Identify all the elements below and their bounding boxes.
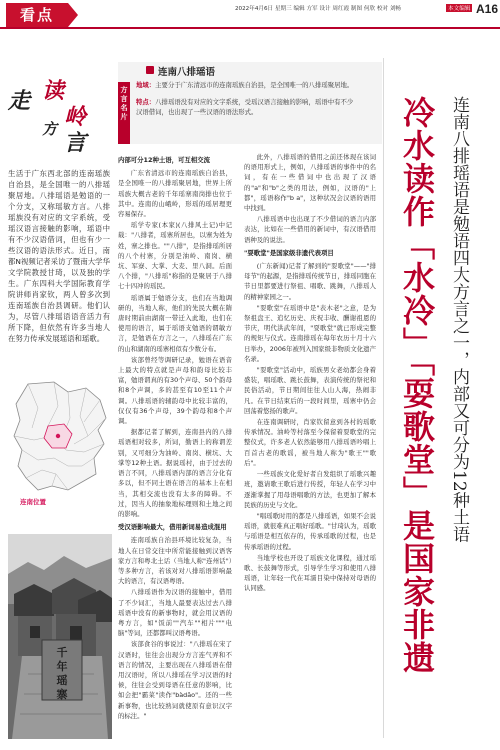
article-paragraph: 八排瑶语作为汉语的接触中，借用了不少词汇，当地人最要表达过去八排瑶语中没有的新事物时，就会用汉语的粤方言，如"饭前""汽车""相片"""电脑"等词，还都都叫汉语粤语。 bbox=[118, 588, 232, 638]
feature-logo-char: 方 bbox=[42, 120, 58, 138]
article-paragraph: 瑶学专家(本家)(八排风土记)中记载："八排者，瑶寨所居也，以寨为姓为姓，寨之排也。""八排"，是指排瑶所居的八个村寨，分别是油岭、南岗、横坑、军寮、大掌、大麦、里八洞。后面八个排，"八排瑶"称指的是聚居于八排七十四冲的瑶民。 bbox=[118, 221, 232, 291]
feature-logo-char: 读 bbox=[42, 78, 65, 104]
info-box-label: 地域： bbox=[136, 81, 156, 89]
info-box-tag-char: 名 bbox=[120, 104, 128, 112]
info-box-tag bbox=[118, 82, 130, 144]
article-column-a bbox=[118, 152, 232, 722]
page-header bbox=[0, 0, 500, 28]
article-paragraph: 该部食谷的事说过："八排瑶在宋了汉语时，往往会出现分方言连气弄和不语言的情况，主要出现在八排瑶语在借用汉语时，所以八排瑶在学习汉语的时候，往往会受到母语在任意的影响，比如会把"霸菜"读作"bàdāo"。还的一些新事物，也比较熟词就使原有意识汉字的标注。" bbox=[118, 640, 232, 720]
article-paragraph: 瑶语属于勉语分支，也们在当地调研的，当地人称，他们的先民大概在隋唐时期前由湖南一带迁入此地，也们在使用的语言，属于瑶语支勉语的谓敏方言，是勉语在方言之一，八排瑶在广东的山和湖南的瑶寨相似有少数分布。 bbox=[118, 293, 232, 353]
info-box-tag-char: 方 bbox=[120, 86, 128, 94]
svg-text:年: 年 bbox=[56, 660, 68, 673]
article-paragraph: 此外，八排瑶语的借用之前还体现在该词的语用形式上，例如，八排瑶语的事件中的名词，有在一些借词中也出现了汉语的"a"和"b"之类的用法，例如，汉语的"上都"，瑶语称作"b a"，这种状况会汉语的语用中找到。 bbox=[244, 153, 376, 213]
svg-text:瑶: 瑶 bbox=[56, 674, 68, 687]
article-paragraph: 一些瑶族文化爱好者自发组织了瑶歌兴趣班，邀请歌王歌后进行传授，年轻人在学习中逐渐掌握了用母语唱歌的方法，也更加了解本民族的历史与文化。 bbox=[244, 470, 376, 509]
article-subhead: "耍歌堂"是国家级非遗代表项目 bbox=[244, 248, 334, 257]
info-box-text: 八排瑶语没有对应的文字系统，受瑶汉语言接触的影响，瑶语中有不少 bbox=[155, 98, 354, 106]
article-paragraph: 广东省清远市的连南瑶族自治县，是全国唯一的八排瑶聚居地，世界上所瑶族大概古老的千年瑶寨南岗排也位于其中。连南的山峨岭，形瑶的瑶居理更容易保存。 bbox=[118, 169, 232, 219]
page-number: A16 bbox=[476, 2, 499, 16]
article-paragraph: 八排瑶语中也出现了不少借词的语言内部表达，比如在一些借用的新词中，有汉语借用语种及的说法。 bbox=[244, 215, 376, 244]
location-map bbox=[8, 378, 112, 496]
info-box-tag-char: 片 bbox=[120, 113, 128, 121]
date-line: 2022年4月6日 星期三 编辑 方军 设计 周红霞 制图 何欣 校对 刘畅 bbox=[235, 6, 402, 12]
info-box-line bbox=[136, 107, 376, 117]
feature-logo-char: 岭 bbox=[64, 104, 87, 130]
article-paragraph: 该部曾经等调研记录，勉语在语音上最大的特点就是声母和韵母比较丰富，勉语谓真的有30个声母、50个韵母和8个声调，多的甚至有10至11个声调。八排瑶语的辅韵母中比较丰富的，仅仅有36个声母，39个韵母和8个声调。 bbox=[118, 355, 232, 426]
info-box-line bbox=[136, 97, 376, 107]
info-box-tag-char: 言 bbox=[120, 95, 128, 103]
info-box-label: 特点： bbox=[136, 98, 156, 106]
editor-badge: 本文编辑 bbox=[448, 6, 471, 12]
feature-logo bbox=[8, 74, 90, 154]
headline-main: 冷水读作「水冷」「耍歌堂」是国家非遗 bbox=[398, 96, 436, 674]
sign-char: 千 bbox=[56, 646, 68, 659]
feature-logo-char: 走 bbox=[8, 88, 31, 114]
info-box-title: 连南八排瑶语 bbox=[158, 67, 216, 78]
map-graphic bbox=[8, 378, 112, 496]
village-photo-graphic bbox=[8, 534, 112, 739]
feature-logo-char: 言 bbox=[64, 130, 87, 156]
info-box-text: 汉语借词，也出现了一些汉语的语法形式。 bbox=[136, 108, 258, 116]
article-paragraph: 据都记者了解到，连南县内的八排瑶语相对较多，所词，勤语上的称谓差别，又可细分为油岭、南岗、横坑、大掌等12种土语。据说瑶村，由于过去的语言不同，八排瑶语内部的语言分化有多以，但不同土语在语言的基本上在相当，其相交流也没有太多的障碍。不过，因当人的抽象地标理则和土地之间的影响。 bbox=[118, 428, 232, 518]
header-rule bbox=[0, 27, 500, 29]
pin-icon bbox=[146, 66, 154, 74]
article-column-b bbox=[244, 152, 376, 595]
article-paragraph: 连南瑶族自治县环境比较复杂，当地人在日常交往中所常能接触到汉语客家方言和粤北土话（当地人称"连州话"）等多种方言，若该对对八排瑶语影响最大的语言，有汉语粤语。 bbox=[118, 536, 232, 586]
svg-text:寨: 寨 bbox=[56, 688, 68, 701]
article-subhead: 内部可分12种土语，可互相交流 bbox=[118, 156, 210, 164]
map-caption: 连南位置 bbox=[20, 498, 46, 506]
article-paragraph: 在连南调研时，肖家钦留意到各村的瑶歌传承情况。油岭等村落至今保留着耍歌堂的完整仪式，许多老人依然能够用八排瑶语吟唱上百首古老的歌谣，被当地人称为"歌王""歌后"。 bbox=[244, 418, 376, 467]
article-paragraph: "唱瑶歌时用的都是八排瑶语，如果不会说瑶语，就很难真正唱好瑶歌。"甘琦认为，瑶歌与瑶语是相互依存的，传承瑶歌的过程，也是传承瑶语的过程。 bbox=[244, 511, 376, 551]
info-box-line bbox=[136, 80, 376, 90]
village-photo bbox=[8, 534, 112, 739]
article-subhead: 受汉语影响最大，借用新词易造成混用 bbox=[118, 523, 227, 532]
headline-divider bbox=[383, 58, 384, 738]
article-paragraph: (广东新闻)记者了解到的"耍歌堂"——"排母节"的起源，是指排瑶传统节日，排瑶同胞在节日里都要进行祭祖、唱歌、跳舞，八排瑶人的精神家园之一。 bbox=[244, 262, 376, 301]
article-paragraph: "耍歌堂"在瑶语中是"表木老"之意，是为祭祖盘王、追忆历史、庆祝丰收、酬谢祖恩的节庆，明代洪武年间，"耍歌堂"就已形成完整的规矩与仪式。连南排瑶在每年农历十月十六日举办，2006年被列入国家级非物质文化遗产名录。 bbox=[244, 303, 376, 363]
headline-sub: 连南八排瑶语是勉语四大方言之一，内部又可分为12种土语 bbox=[449, 96, 469, 543]
article-paragraph: 当地学校也开设了瑶族文化课程，通过瑶歌、长鼓舞等形式，引导学生学习和使用八排瑶语，让年轻一代在耳濡目染中保持对母语的认同感。 bbox=[244, 553, 376, 593]
section-tag: 看点 bbox=[6, 3, 68, 27]
info-box-text: 主要分于广东清远市的连南瑶族自治县，是全国唯一的八排瑶聚居地。 bbox=[155, 81, 354, 89]
feature-intro: 生活于广东西北部的连南瑶族自治县，是全国唯一的八排瑶聚居地。八排瑶语是勉语的一个分支，又称瑶敏方言。八排瑶族没有对应的文字系统，受瑶汉语言接触的影响，瑶语中有不少汉语借词，但也有少一些汉语的语法形式。近日，南都N视频记者采访了暨南大学华文学院教授甘琦，以及独的学生。广东四科大学国际教育学院讲师肖家钦，两人曾多次到连南瑶族自治县调研。他们认为，尽管八排瑶语语音活力有所下降，但依然有许多当地人在努力传承发展瑶语和瑶歌。 bbox=[8, 169, 110, 343]
article-paragraph: "耍歌堂"活动中，瑶族男女老幼都会身着盛装，唱瑶歌、跳长鼓舞，表演传统的祭祀和民俗活动，节日期间往往人山人海，热闹非凡。在节日结束后的一段时间里，瑶寨中仍会回荡着悠扬的歌声。 bbox=[244, 366, 376, 415]
